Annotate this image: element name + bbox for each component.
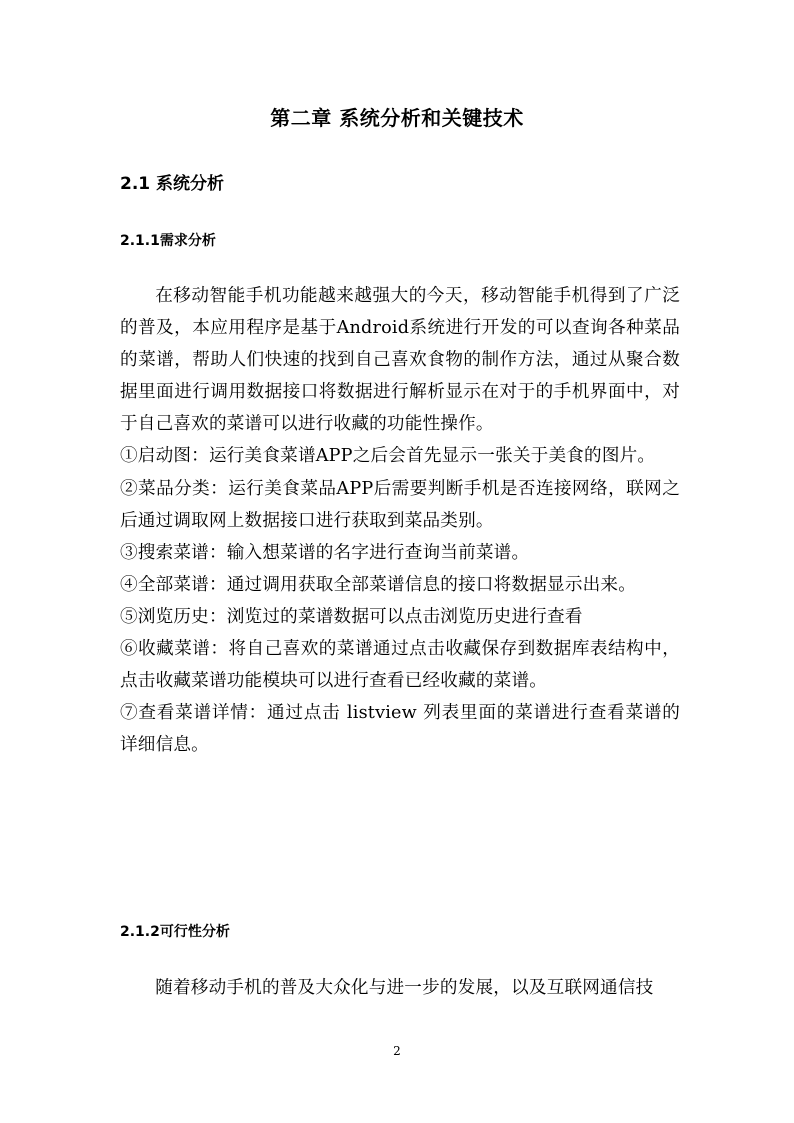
requirements-intro-paragraph: 在移动智能手机功能越来越强大的今天，移动智能手机得到了广泛的普及，本应用程序是基于Android系统进行开发的可以查询各种菜品的菜谱，帮助人们快速的找到自己喜欢食物的制作方法，通过从聚合数据里面进行调用数据接口将数据进行解析显示在对于的手机界面中，对于自己喜欢的菜谱可以进行收藏的功能性操作。 [120, 286, 680, 435]
section-heading-2-1: 2.1 系统分析 [120, 174, 225, 194]
requirements-body [120, 280, 680, 761]
requirement-item-all-recipes: ④全部菜谱：通过调用获取全部菜谱信息的接口将数据显示出来。 [120, 574, 637, 595]
requirement-item-splash: ①启动图：运行美食菜谱APP之后会首先显示一张关于美食的图片。 [120, 446, 656, 467]
requirement-item-categories: ②菜品分类：运行美食菜品APP后需要判断手机是否连接网络，联网之后通过调取网上数据接口进行获取到菜品类别。 [120, 478, 680, 531]
requirement-item-favorites: ⑥收藏菜谱：将自己喜欢的菜谱通过点击收藏保存到数据库表结构中，点击收藏菜谱功能模块可以进行查看已经收藏的菜谱。 [120, 639, 680, 692]
chapter-title: 第二章 系统分析和关键技术 [270, 106, 524, 130]
requirement-item-details: ⑦查看菜谱详情：通过点击 listview 列表里面的菜谱进行查看菜谱的详细信息。 [120, 703, 680, 756]
requirement-item-search: ③搜索菜谱：输入想菜谱的名字进行查询当前菜谱。 [120, 542, 530, 563]
feasibility-intro-paragraph: 随着移动手机的普及大众化与进一步的发展，以及互联网通信技 [155, 978, 654, 998]
feasibility-body [120, 972, 680, 1004]
requirement-item-history: ⑤浏览历史：浏览过的菜谱数据可以点击浏览历史进行查看 [120, 606, 583, 627]
page-number: 2 [393, 1044, 401, 1058]
section-heading-2-1-2: 2.1.2可行性分析 [120, 924, 230, 940]
section-heading-2-1-1: 2.1.1需求分析 [120, 233, 216, 249]
